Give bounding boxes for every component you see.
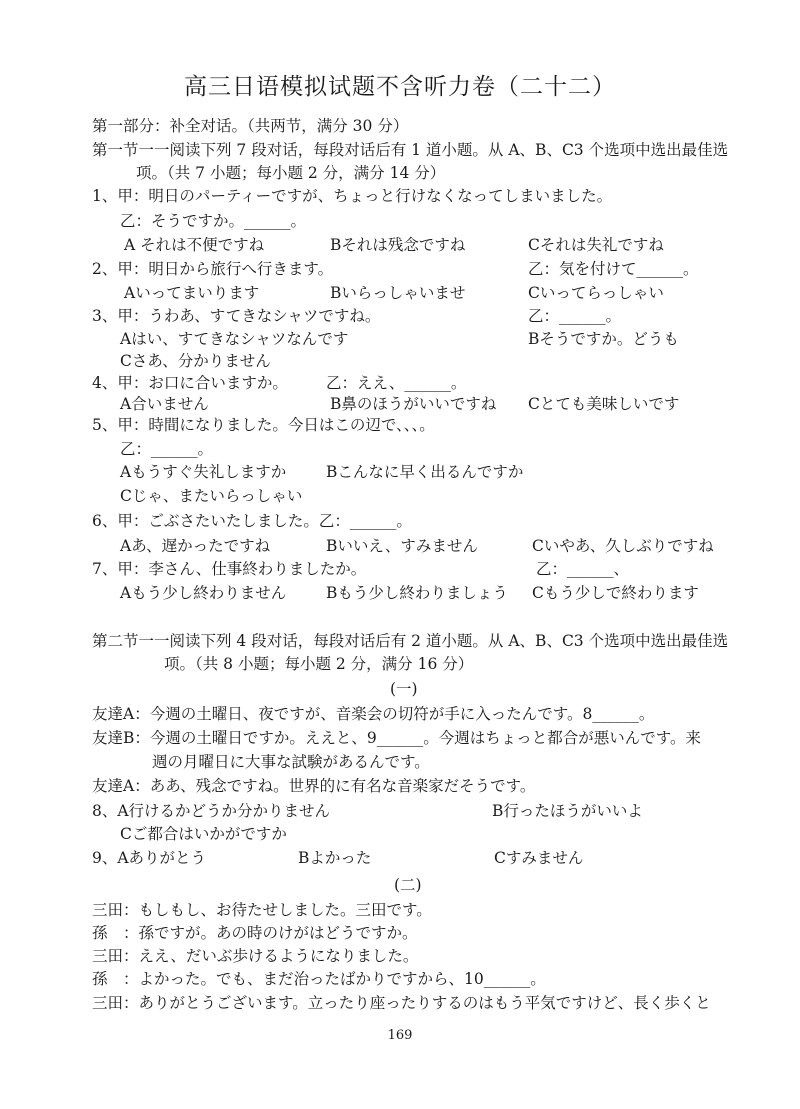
q2-prompt: 2、甲：明日から旅行へ行きます。 [92,260,334,278]
dialog1-line: 友達A：ああ、残念ですね。世界的に有名な音楽家だそうです。 [92,777,536,795]
q2-reply: 乙：気を付けて______。 [528,260,699,278]
dialog1-line: 友達A：今週の土曜日、夜ですが、音楽会の切符が手に入ったんです。8______。 [92,705,655,723]
q3-option-c: Cさあ、分かりません [120,352,271,370]
q6-option-c: Cいやあ、久しぶりですね [532,537,714,555]
q7-option-c: Cもう少しで終わります [532,584,699,602]
dialog1-line: 週の月曜日に大事な試験があるんです。 [152,753,430,771]
q9-option-b: Bよかった [298,849,372,867]
q1-prompt: 1、甲：明日のパーティーですが、ちょっと行けなくなってしまいました。 [92,187,613,205]
section2-instruction: 第二节一一阅读下列 4 段对话，每段对话后有 2 道小题。从 A、B、C3 个选项中选出最佳选 [92,632,729,650]
q4-reply: 乙：ええ、______。 [326,374,467,392]
q9-option-a: 9、Aありがとう [92,849,207,867]
q7-option-b: Bもう少し終わりましょう [326,584,508,602]
q8-option-c: Cご都合はいかがですか [120,825,287,843]
q7-prompt: 7、甲：李さん、仕事終わりましたか。 [92,560,367,578]
q5-option-a: Aもうすぐ失礼しますか [120,463,287,481]
q1-reply: 乙：そうですか。______。 [120,212,307,230]
section1-instruction-cont: 项。（共 7 小题；每小题 2 分，满分 14 分） [136,164,446,182]
q4-option-a: A合いません [120,395,209,413]
q5-reply: 乙：______。 [120,440,214,458]
section1-instruction: 第一节一一阅读下列 7 段对话，每段对话后有 1 道小题。从 A、B、C3 个选项中选出最佳选 [92,141,729,159]
q6-option-a: Aあ、遅かったですね [120,537,271,555]
dialog2-line: 三田：ええ、だいぶ歩けるようになりました。 [92,947,419,965]
q1-option-a: A それは不便ですね [124,236,265,254]
q1-option-b: Bそれは残念ですね [330,236,466,254]
q1-option-c: Cそれは失礼ですね [528,236,664,254]
q4-prompt: 4、甲：お口に合いますか。 [92,374,288,392]
q3-prompt: 3、甲：うわあ、すてきなシャツですね。 [92,307,381,325]
dialog2-line: 孫 ：孫ですが。あの時のけがはどうですか。 [92,924,418,942]
q3-option-b: Bそうですか。どうも [528,330,679,348]
page-number: 169 [387,1028,413,1043]
dialog1-heading: (一) [390,680,418,698]
part1-header: 第一部分：补全对话。（共两节，满分 30 分） [92,117,409,135]
q9-option-c: Cすみません [494,849,584,867]
q8-option-b: B行ったほうがいいよ [492,802,643,820]
q5-option-c: Cじゃ、またいらっしゃい [120,487,303,505]
q3-option-a: Aはい、すてきなシャツなんです [120,330,349,348]
q7-reply: 乙：______、 [536,560,630,578]
page-title: 高三日语模拟试题不含听力卷（二十二） [184,74,616,100]
dialog1-line: 友達B：今週の土曜日ですか。ええと、9______。今週はちょっと都合が悪いんです。来 [92,729,702,747]
dialog2-line: 三田：ありがとうございます。立ったり座ったりするのはもう平気ですけど、長く歩くと [92,994,711,1012]
q5-prompt: 5、甲：時間になりました。今日はこの辺で、、、。 [92,416,435,434]
dialog2-line: 三田：もしもし、お待たせしました。三田です。 [92,901,432,919]
dialog2-heading: (二) [394,876,422,894]
q7-option-a: Aもう少し終わりません [120,584,287,602]
q2-option-b: Bいらっしゃいませ [330,284,466,302]
q2-option-a: Aいってまいります [124,284,260,302]
q3-reply: 乙：______。 [528,307,622,325]
q6-prompt: 6、甲：ごぶさたいたしました。乙：______。 [92,512,412,530]
q2-option-c: Cいってらっしゃい [528,284,664,302]
q4-option-b: B鼻のほうがいいですね [330,395,497,413]
q6-option-b: Bいいえ、すみません [326,537,478,555]
dialog2-line: 孫 ：よかった。でも、まだ治ったばかりですから、10______。 [92,970,546,988]
section2-instruction-cont: 项。（共 8 小题；每小题 2 分，满分 16 分） [164,655,474,673]
q5-option-b: Bこんなに早く出るんですか [326,463,524,481]
q8-option-a: 8、A行けるかどうか分かりません [92,802,331,820]
q4-option-c: Cとても美味しいです [528,395,680,413]
